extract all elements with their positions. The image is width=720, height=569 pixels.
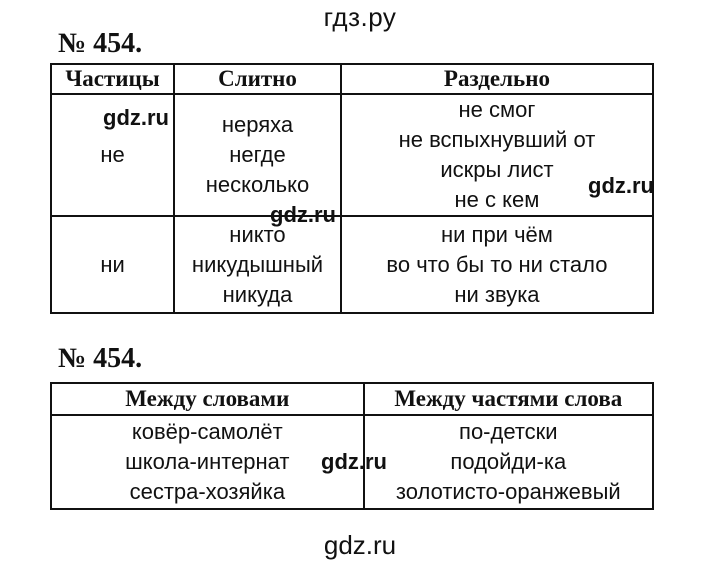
header-separate: Раздельно — [341, 64, 653, 94]
word: негде — [229, 142, 286, 167]
particles-table — [50, 63, 654, 314]
particle-cell — [51, 216, 174, 313]
between-parts-cell — [364, 415, 653, 509]
together-cell — [174, 216, 341, 313]
word: по-детски — [459, 419, 558, 444]
phrase: не с кем — [454, 187, 540, 212]
word: сестра-хозяйка — [129, 479, 286, 504]
word: ковёр-самолёт — [131, 419, 283, 444]
header-between-words: Между словами — [51, 383, 364, 415]
particle-ni: ни — [100, 251, 125, 277]
exercise-number-2: № 454. — [58, 343, 143, 374]
table-header-row — [51, 64, 653, 94]
word: золотисто-оранжевый — [395, 479, 621, 504]
phrase: ни звука — [454, 281, 540, 307]
site-title-top: гдз.ру — [323, 2, 397, 32]
word: несколько — [205, 172, 310, 197]
phrase: не смог — [458, 97, 536, 122]
separate-cell — [341, 216, 653, 313]
exercise-number-1: № 454. — [58, 28, 143, 59]
particle-ne: не — [100, 142, 125, 167]
word: подойди-ка — [450, 449, 567, 474]
together-cell — [174, 94, 341, 216]
table-row — [51, 216, 653, 313]
header-particles: Частицы — [51, 64, 174, 94]
phrase: ни при чём — [440, 221, 553, 247]
hyphen-table — [50, 382, 654, 510]
site-title-bottom: gdz.ru — [323, 530, 397, 560]
phrase: искры лист — [440, 157, 554, 182]
word: никудышный — [191, 251, 324, 277]
watermark: gdz.ru — [270, 202, 336, 227]
word: школа-интернат — [125, 449, 290, 474]
phrase: не вспыхнувший от — [398, 127, 596, 152]
word: неряха — [221, 112, 294, 137]
phrase: во что бы то ни стало — [386, 251, 608, 277]
between-words-cell — [51, 415, 364, 509]
header-between-parts: Между частями слова — [364, 383, 653, 415]
word: никуда — [222, 281, 293, 307]
table-header-row — [51, 383, 653, 415]
watermark: gdz.ru — [321, 449, 387, 474]
watermark: gdz.ru — [103, 105, 169, 130]
watermark: gdz.ru — [588, 173, 654, 198]
header-together: Слитно — [174, 64, 341, 94]
word: никто — [229, 221, 286, 247]
